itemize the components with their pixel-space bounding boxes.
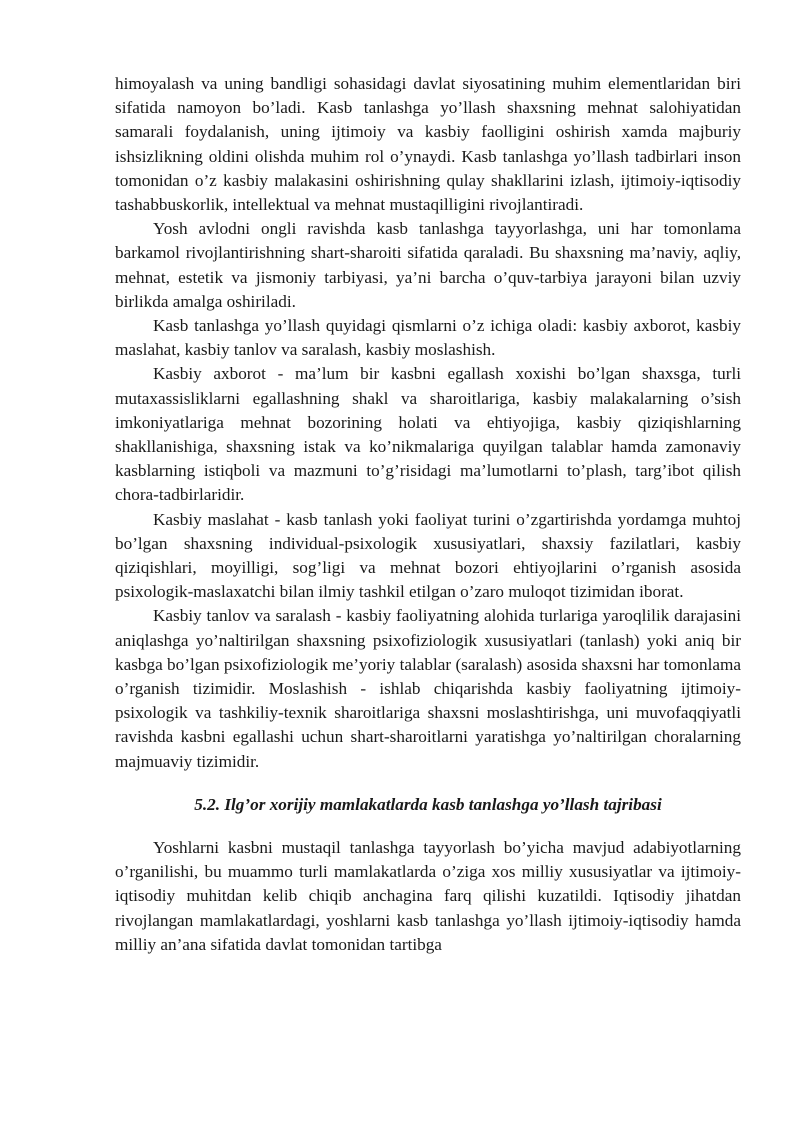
section-heading: 5.2. Ilg’or xorijiy mamlakatlarda kasb tanlashga yo’llash tajribasi xyxy=(194,794,662,814)
paragraph-foreign-experience: Yoshlarni kasbni mustaqil tanlashga tayyorlash bo’yicha mavjud adabiyotlarning o’rganilishi, bu muammo turli mamlakatlarda o’ziga xos milliy xususiyatlar va ijtimoiy-iqtisodiy muhitdan kelib chiqib anchagina farq qilishi kuzatildi. Iqtisodiy jihatdan rivojlangan mamlakatlardagi, yoshlarni kasb tanlashga yo’llash ijtimoiy-iqtisodiy hamda milliy an’ana sifatida davlat tomonidan tartibga xyxy=(115,837,741,954)
paragraph-career-counseling: Kasbiy maslahat - kasb tanlash yoki faoliyat turini o’zgartirishda yordamga muhtoj bo’lgan shaxsning individual-psixologik xususiyatlari, shaxsiy fazilatlari, kasbiy qiziqishlari, moyilligi, sog’ligi va mehnat bozori ehtiyojlarini o’rganish asosida psixologik-maslaxatchi bilan ilmiy tashkil etilgan o’zaro muloqot tizimidan iborat. xyxy=(115,509,741,602)
paragraph-selection-adaptation: Kasbiy tanlov va saralash - kasbiy faoliyatning alohida turlariga yaroqlilik darajasini aniqlashga yo’naltirilgan shaxsning psixofiziologik xususiyatlari (tanlash) yoki aniq bir kasbga bo’lgan psixofiziologik me’yoriy talablar (saralash) asosida shaxsni har tomonlama o’rganish tizimidir. Moslashish - ishlab chiqarishda kasbiy faoliyatning ijtimoiy-psixologik va tashkiliy-texnik sharoitlariga shaxsni moslashtirishga, uni muvofaqqiyatli ravishda kasbni egallashi uchun shart-sharoitlarni yaratishga yo’naltirilgan choralarning majmuaviy tizimidir. xyxy=(115,606,741,771)
paragraph-career-information: Kasbiy axborot - ma’lum bir kasbni egallash xoxishi bo’lgan shaxsga, turli mutaxassisliklarni egallashning shakl va sharoitlariga, kasbiy malakalarning o’sish imkoniyatlariga mehnat bozorining holati va ehtiyojiga, kasbiy qiziqishlarning shakllanishiga, shaxsning istak va ko’nikmalariga quyilgan talablar hamda zamonaviy kasblarning istiqboli va mazmuni to’g’risidagi ma’lumotlarni to’plash, targ’ibot qilish chora-tadbirlaridir. xyxy=(115,364,741,505)
document-page xyxy=(115,72,741,957)
paragraph-continuation: himoyalash va uning bandligi sohasidagi davlat siyosatining muhim elementlaridan biri sifatida namoyon bo’ladi. Kasb tanlashga yo’llash shaxsning mehnat salohiyatidan samarali foydalanish, uning ijtimoiy va kasbiy faolligini oshirish xamda majburiy ishsizlikning oldini olishda muhim rol o’ynaydi. Kasb tanlashga yo’llash tadbirlari inson tomonidan o’z kasbiy malakasini oshirishning qulay shakllarini izlash, ijtimoiy-iqtisodiy tashabbuskorlik, intellektual va mehnat mustaqilligini rivojlantiradi. xyxy=(115,74,741,215)
paragraph-youth-preparation: Yosh avlodni ongli ravishda kasb tanlashga tayyorlashga, uni har tomonlama barkamol rivojlantirishning shart-sharoiti sifatida qaraladi. Bu shaxsning ma’naviy, aqliy, mehnat, estetik va jismoniy tarbiyasi, ya’ni barcha o’quv-tarbiya jarayoni bilan uzviy birlikda amalga oshiriladi. xyxy=(115,219,741,311)
paragraph-guidance-parts: Kasb tanlashga yo’llash quyidagi qismlarni o’z ichiga oladi: kasbiy axborot, kasbiy maslahat, kasbiy tanlov va saralash, kasbiy moslashish. xyxy=(115,316,741,360)
